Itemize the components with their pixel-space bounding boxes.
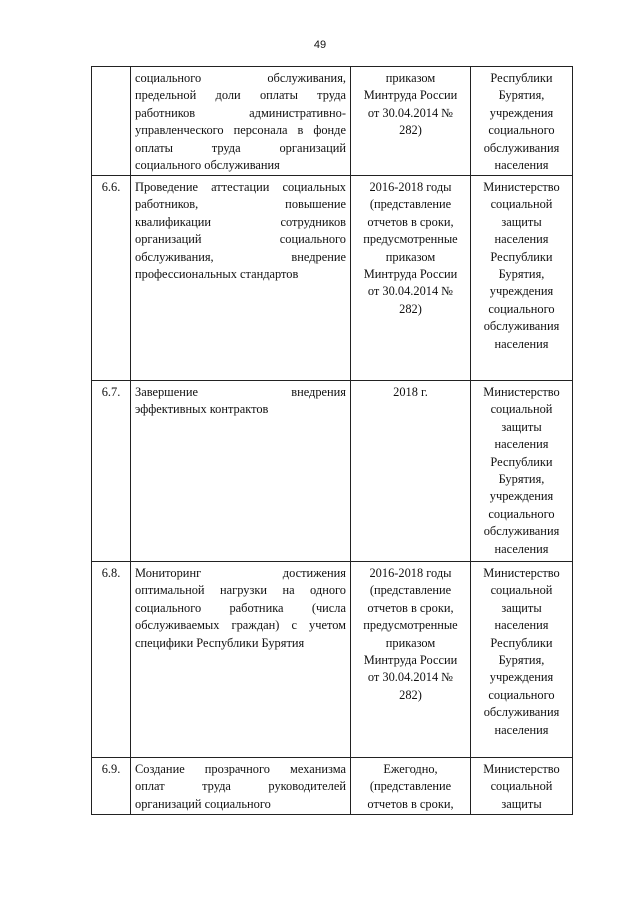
activity-description-line: управленческого персонала в фонде — [135, 123, 346, 138]
deadline-line: 282) — [399, 123, 422, 138]
activity-description-line: оплат труда руководителей — [135, 779, 346, 794]
table-row — [92, 176, 573, 381]
activity-description-line: Мониторинг достижения — [135, 566, 346, 580]
deadline-line: (представление — [369, 197, 452, 212]
responsible-executor-line: Бурятия, — [498, 88, 545, 103]
responsible-executor-cell — [471, 758, 573, 815]
activity-description-line: работников административно- — [135, 105, 346, 120]
responsible-executor-line: Министерство — [483, 762, 560, 776]
activity-description-cell — [131, 381, 351, 562]
deadline-line: (представление — [369, 583, 452, 598]
activity-description-line: специфики Республики Бурятия — [135, 635, 305, 650]
responsible-executor-line: обслуживания — [483, 524, 560, 539]
activity-description-line: предельной доли оплаты труда — [135, 88, 346, 103]
deadline-line: отчетов в сроки, — [367, 214, 454, 229]
activity-description-line: Проведение аттестации социальных — [135, 180, 346, 194]
deadline-line: 2016-2018 годы — [369, 180, 452, 194]
deadline-line: приказом — [385, 71, 436, 85]
responsible-executor-line: обслуживания — [483, 140, 560, 155]
activity-description-line: социального обслуживания, — [135, 71, 346, 85]
responsible-executor-line: Республики — [490, 71, 553, 85]
responsible-executor-line: Бурятия, — [498, 472, 545, 487]
responsible-executor-line: Республики — [490, 249, 553, 264]
responsible-executor-line: социальной — [490, 583, 553, 598]
item-number-cell — [92, 67, 131, 176]
activities-table — [91, 66, 573, 815]
deadline-cell — [351, 67, 471, 176]
table-row — [92, 562, 573, 758]
responsible-executor-cell — [471, 562, 573, 758]
deadline-cell — [351, 176, 471, 381]
activity-description-line: Завершение внедрения — [135, 385, 346, 399]
deadline-line: отчетов в сроки, — [367, 600, 454, 615]
activity-description-line: обслуживаемых граждан) с учетом — [135, 618, 346, 633]
responsible-executor-cell — [471, 381, 573, 562]
responsible-executor-line: учреждения — [489, 670, 554, 685]
deadline-line: отчетов в сроки, — [367, 796, 454, 811]
deadline-line: Минтруда России — [363, 88, 458, 103]
item-number: 6.9. — [101, 762, 121, 776]
activity-description-line: организаций социального — [135, 232, 346, 247]
deadline-line: от 30.04.2014 № — [367, 105, 454, 120]
responsible-executor-line: Министерство — [483, 180, 560, 194]
responsible-executor-line: Республики — [490, 635, 553, 650]
deadline-line: 2018 г. — [393, 385, 428, 399]
deadline-line: Ежегодно, — [383, 762, 438, 776]
deadline-line: 282) — [399, 687, 422, 702]
deadline-line: от 30.04.2014 № — [367, 670, 454, 685]
deadline-line: предусмотренные — [363, 618, 458, 633]
responsible-executor-line: Министерство — [483, 566, 560, 580]
activity-description-line: работников, повышение — [135, 197, 346, 212]
responsible-executor-line: населения — [494, 336, 549, 351]
deadline-cell — [351, 562, 471, 758]
item-number: 6.7. — [101, 385, 121, 399]
responsible-executor-line: социального — [488, 301, 555, 316]
page-number: 49 — [313, 39, 327, 51]
activity-description-line: обслуживания, внедрение — [135, 249, 346, 264]
item-number-cell — [92, 381, 131, 562]
deadline-line: предусмотренные — [363, 232, 458, 247]
responsible-executor-cell — [471, 67, 573, 176]
deadline-cell — [351, 758, 471, 815]
responsible-executor-line: населения — [494, 541, 549, 556]
deadline-cell — [351, 381, 471, 562]
responsible-executor-line: социальной — [490, 779, 553, 794]
responsible-executor-line: обслуживания — [483, 705, 560, 720]
responsible-executor-line: защиты — [501, 419, 542, 434]
responsible-executor-line: населения — [494, 618, 549, 633]
activity-description-cell — [131, 562, 351, 758]
activity-description-line: организаций социального — [135, 796, 271, 811]
responsible-executor-line: населения — [494, 158, 549, 173]
responsible-executor-line: Бурятия, — [498, 267, 545, 282]
responsible-executor-line: социального — [488, 123, 555, 138]
responsible-executor-line: социального — [488, 506, 555, 521]
activity-description-cell — [131, 758, 351, 815]
deadline-line: 2016-2018 годы — [369, 566, 452, 580]
responsible-executor-line: населения — [494, 437, 549, 452]
table-row — [92, 67, 573, 176]
deadline-line: от 30.04.2014 № — [367, 284, 454, 299]
deadline-line: Минтруда России — [363, 653, 458, 668]
item-number: 6.6. — [101, 180, 121, 194]
item-number: 6.8. — [101, 566, 121, 580]
deadline-line: приказом — [385, 635, 436, 650]
responsible-executor-line: социальной — [490, 402, 553, 417]
table-row — [92, 381, 573, 562]
activity-description-line: оплаты труда организаций — [135, 140, 346, 155]
deadline-line: Минтруда России — [363, 267, 458, 282]
activity-description-line: эффективных контрактов — [135, 402, 269, 417]
responsible-executor-cell — [471, 176, 573, 381]
table-row — [92, 758, 573, 815]
deadline-line: (представление — [369, 779, 452, 794]
deadline-line: приказом — [385, 249, 436, 264]
activity-description-cell — [131, 176, 351, 381]
responsible-executor-line: учреждения — [489, 489, 554, 504]
responsible-executor-line: населения — [494, 722, 549, 737]
activity-description-line: социального обслуживания — [135, 158, 280, 173]
responsible-executor-line: учреждения — [489, 284, 554, 299]
responsible-executor-line: Министерство — [483, 385, 560, 399]
responsible-executor-line: Бурятия, — [498, 653, 545, 668]
item-number-cell — [92, 758, 131, 815]
activity-description-line: квалификации сотрудников — [135, 214, 346, 229]
deadline-line: 282) — [399, 301, 422, 316]
responsible-executor-line: обслуживания — [483, 319, 560, 334]
responsible-executor-line: защиты — [501, 214, 542, 229]
activity-description-line: профессиональных стандартов — [135, 267, 299, 282]
responsible-executor-line: социальной — [490, 197, 553, 212]
responsible-executor-line: защиты — [501, 600, 542, 615]
responsible-executor-line: Республики — [490, 454, 553, 469]
responsible-executor-line: учреждения — [489, 105, 554, 120]
activity-description-line: Создание прозрачного механизма — [135, 762, 346, 776]
responsible-executor-line: населения — [494, 232, 549, 247]
item-number-cell — [92, 176, 131, 381]
activity-description-line: оптимальной нагрузки на одного — [135, 583, 346, 598]
responsible-executor-line: социального — [488, 687, 555, 702]
item-number-cell — [92, 562, 131, 758]
responsible-executor-line: защиты — [501, 796, 542, 811]
activity-description-cell — [131, 67, 351, 176]
activity-description-line: социального работника (числа — [135, 600, 346, 615]
